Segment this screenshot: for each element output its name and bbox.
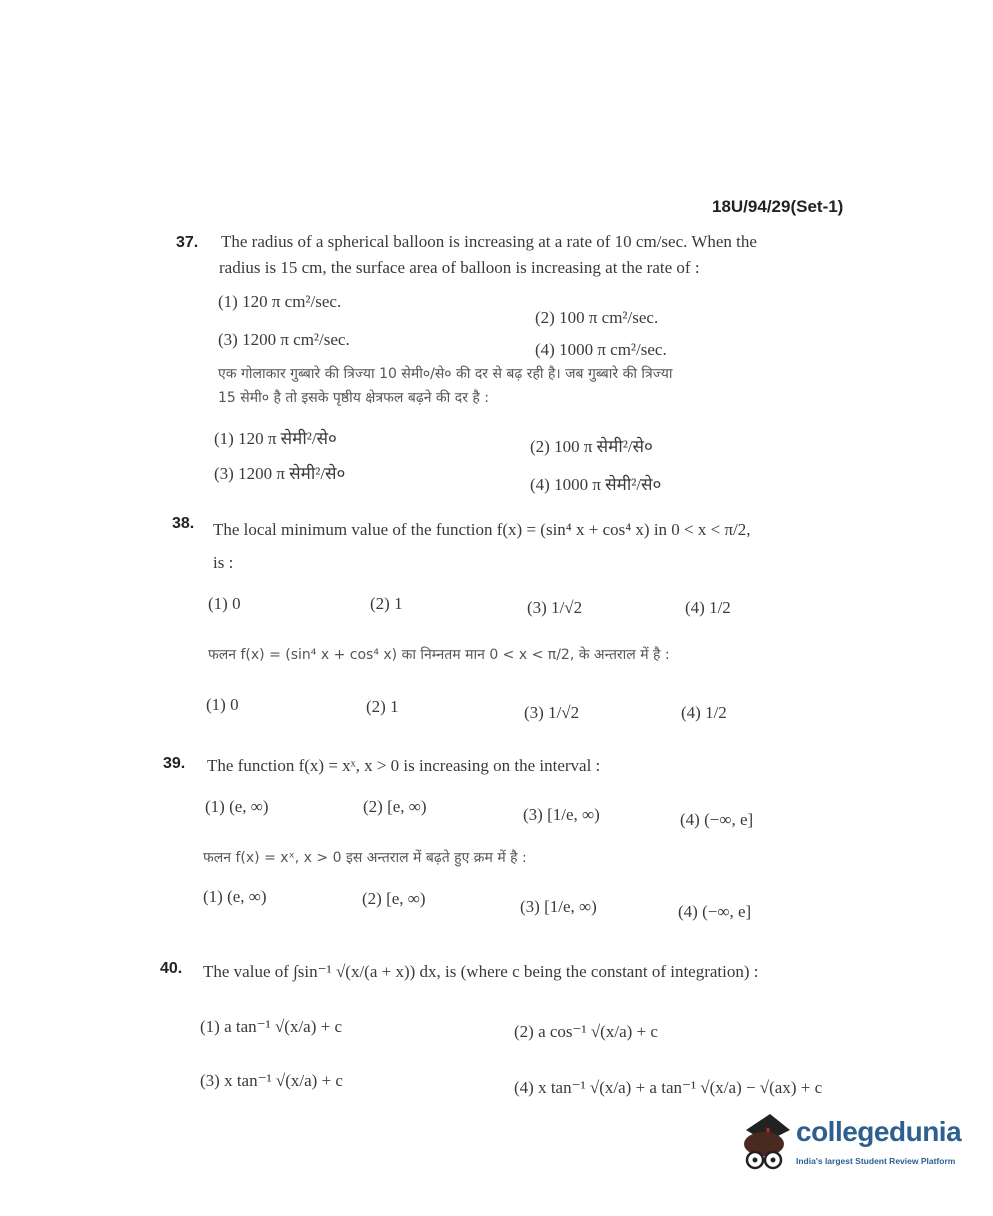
option-hindi: (1) 120 π सेमी²/से० <box>214 429 337 448</box>
question-number: 37. <box>176 234 199 251</box>
question-text: radius is 15 cm, the surface area of balloon is increasing at the rate of : <box>219 258 700 277</box>
collegedunia-logo <box>738 1112 968 1182</box>
option-hindi: (4) (−∞, e] <box>678 902 752 921</box>
question-text: The value of ∫sin⁻¹ √(x/(a + x)) dx, is (where c being the constant of integration) : <box>203 962 759 981</box>
question-number: 39. <box>163 755 186 772</box>
question-text-hindi: 15 सेमी० है तो इसके पृष्ठीय क्षेत्रफल बढ़ने की दर है : <box>218 390 489 406</box>
option: (1) (e, ∞) <box>205 797 269 816</box>
question-text: The radius of a spherical balloon is increasing at a rate of 10 cm/sec. When the <box>221 232 757 251</box>
option: (3) 1/√2 <box>527 598 583 617</box>
option-hindi: (3) 1/√2 <box>524 703 580 722</box>
question-text: The local minimum value of the function f(x) = (sin⁴ x + cos⁴ x) in 0 < x < π/2, <box>213 520 751 539</box>
option: (2) [e, ∞) <box>363 797 427 816</box>
option: (3) x tan⁻¹ √(x/a) + c <box>200 1071 343 1090</box>
option: (1) 0 <box>208 594 241 613</box>
option-hindi: (1) 0 <box>206 695 239 714</box>
option-hindi: (2) 100 π सेमी²/से० <box>530 437 653 456</box>
option-hindi: (4) 1/2 <box>681 703 727 722</box>
option: (1) a tan⁻¹ √(x/a) + c <box>200 1017 343 1036</box>
option: (3) 1200 π cm²/sec. <box>218 330 350 349</box>
option-hindi: (2) 1 <box>366 697 399 716</box>
option-hindi: (2) [e, ∞) <box>362 889 426 908</box>
question-number: 40. <box>160 960 183 977</box>
option: (4) 1/2 <box>685 598 731 617</box>
option: (4) x tan⁻¹ √(x/a) + a tan⁻¹ √(x/a) − √(ax) + c <box>514 1078 823 1097</box>
option: (2) a cos⁻¹ √(x/a) + c <box>514 1022 658 1041</box>
question-text: is : <box>213 553 234 572</box>
question-number: 38. <box>172 515 195 532</box>
question-text-hindi: एक गोलाकार गुब्बारे की त्रिज्या 10 सेमी०/से० की दर से बढ़ रही है। जब गुब्बारे की त्रिज्या <box>218 366 673 382</box>
option-hindi: (3) [1/e, ∞) <box>520 897 597 916</box>
question-text-hindi: फलन f(x) = xˣ, x > 0 इस अन्तराल में बढ़ते हुए क्रम में है : <box>203 850 527 866</box>
option: (4) (−∞, e] <box>680 810 754 829</box>
logo-name: collegedunia <box>796 1116 962 1147</box>
paper-code: 18U/94/29(Set-1) <box>712 197 844 216</box>
option-hindi: (1) (e, ∞) <box>203 887 267 906</box>
option-hindi: (3) 1200 π सेमी²/से० <box>214 464 346 483</box>
option: (3) [1/e, ∞) <box>523 805 600 824</box>
logo-tagline: India's largest Student Review Platform <box>796 1156 956 1166</box>
option-hindi: (4) 1000 π सेमी²/से० <box>530 475 662 494</box>
question-text: The function f(x) = xˣ, x > 0 is increasing on the interval : <box>207 756 601 775</box>
option: (4) 1000 π cm²/sec. <box>535 340 667 359</box>
option: (2) 1 <box>370 594 403 613</box>
question-text-hindi: फलन f(x) = (sin⁴ x + cos⁴ x) का निम्नतम मान 0 < x < π/2, के अन्तराल में है : <box>208 647 670 663</box>
option: (1) 120 π cm²/sec. <box>218 292 342 311</box>
mascot-icon <box>738 1112 794 1182</box>
option: (2) 100 π cm²/sec. <box>535 308 659 327</box>
